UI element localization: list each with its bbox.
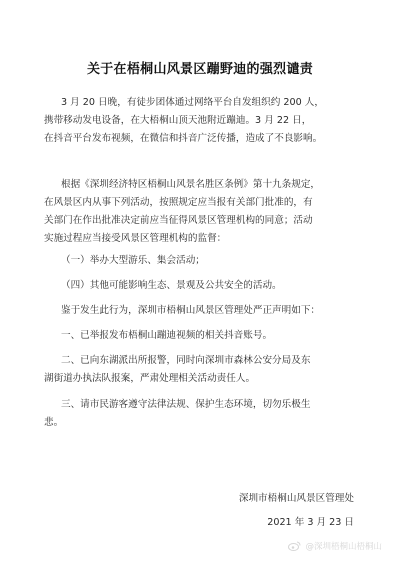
text-line: （一）举办大型游乐、集会活动； <box>61 255 205 266</box>
text-line: 在风景区内从事下列活动，按照规定应当报有关部门批准的，有 <box>44 197 313 208</box>
weibo-watermark <box>288 540 382 552</box>
text-line: 鉴于发生此行为，深圳市梧桐山风景区管理处严正声明如下： <box>61 305 321 316</box>
statement-item-2 <box>44 352 366 388</box>
weibo-icon <box>288 541 301 551</box>
signature-date: 2021 年 3 月 23 日 <box>267 517 354 528</box>
text-line: 3 月 20 日晚，有徒步团体通过网络平台自发组织约 200 人， <box>61 97 324 108</box>
text-line: （四）其他可能影响生态、景观及公共安全的活动。 <box>61 280 282 291</box>
text-line: 二、已向东湖派出所报警，同时向深圳市森林公安分局及东 <box>61 355 311 366</box>
statement-item-3 <box>44 396 366 432</box>
statement-intro <box>44 302 366 320</box>
text-line: 根据《深圳经济特区梧桐山风景名胜区条例》第十九条规定， <box>61 179 321 190</box>
signature-org: 深圳市梧桐山风景区管理处 <box>238 493 354 504</box>
text-line: 悲。 <box>44 417 64 428</box>
text-line: 湖街道办执法队报案，严肃处理相关活动责任人。 <box>44 373 256 384</box>
statement-item-1 <box>44 327 366 345</box>
text-line: 实施过程应当接受风景区管理机构的监督： <box>44 233 227 244</box>
document-title: 关于在梧桐山风景区蹦野迪的强烈谴责 <box>86 62 314 77</box>
clause-one <box>44 252 366 270</box>
paragraph-regulation <box>44 176 366 248</box>
clause-four <box>44 277 366 295</box>
text-line: 一、已举报发布梧桐山蹦迪视频的相关抖音账号。 <box>61 330 273 341</box>
text-line: 关部门在作出批准决定前应当征得风景区管理机构的同意；活动 <box>44 215 313 226</box>
text-line: 携带移动发电设备，在大梧桐山顶天池附近蹦迪。3 月 22 日， <box>44 115 312 126</box>
watermark-text: @深圳梧桐山梧桐山 <box>305 542 382 552</box>
paragraph-incident <box>44 94 366 148</box>
text-line: 三、请市民游客遵守法律法规、保护生态环境，切勿乐极生 <box>61 399 311 410</box>
text-line: 在抖音平台发布视频，在微信和抖音广泛传播，造成了不良影响。 <box>44 133 323 144</box>
